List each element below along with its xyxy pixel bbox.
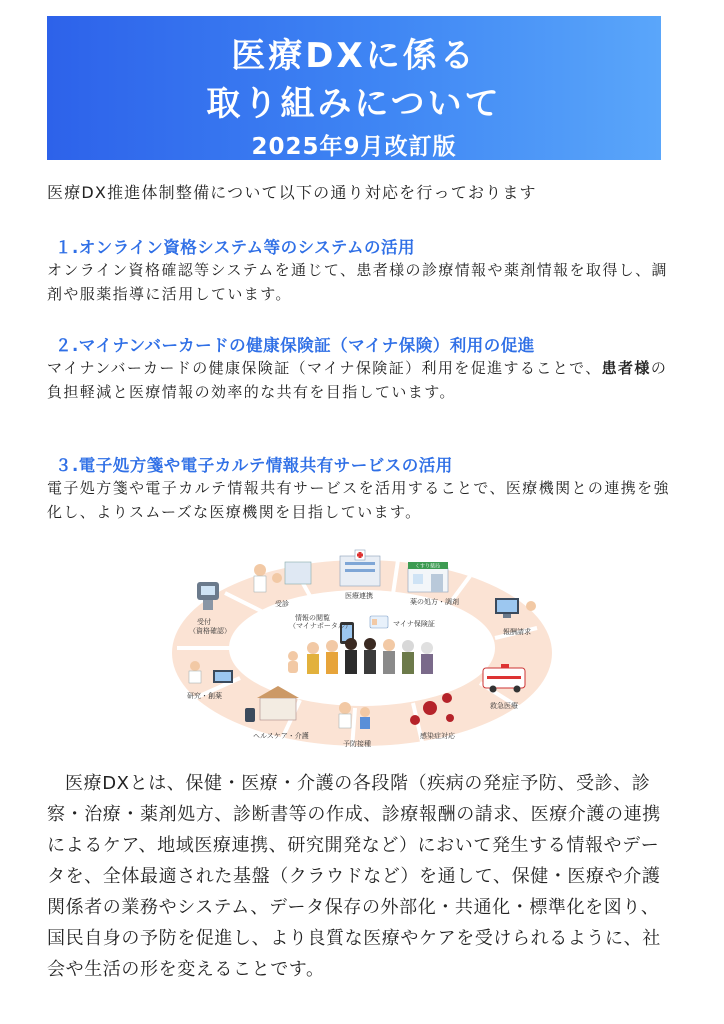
section-2-body: [47, 356, 672, 404]
hospital-icon: [340, 550, 380, 586]
label-shikaku: （資格確認）: [189, 627, 231, 635]
ambulance-icon: [483, 664, 525, 693]
section-2-body-bold: 患者様: [601, 359, 651, 377]
section-1-title: １.オンライン資格システム等のシステムの活用: [55, 238, 415, 257]
title-banner: [47, 16, 661, 160]
label-yakkyoku: 薬の処方・調剤: [410, 598, 459, 606]
section-2-body-pre: マイナンバーカードの健康保険証（マイナ保険証）利用を促進することで、: [47, 359, 602, 377]
label-kyukyu: 救急医療: [490, 702, 518, 710]
pharmacy-sign: くすり薬局: [415, 563, 441, 570]
label-kenkyu: 研究・創薬: [187, 692, 222, 700]
title-line-1: 医療DXに係る: [231, 36, 477, 76]
section-2-title: ２.マイナンバーカードの健康保険証（マイナ保険）利用の促進: [55, 336, 535, 355]
label-center-1: 情報の閲覧: [295, 614, 330, 622]
edition-label: 2025年9月改訂版: [251, 134, 457, 160]
dx-definition-paragraph: 医療DXとは、保健・医療・介護の各段階（疾病の発症予防、受診、診察・治療・薬剤処方、診断書等の作成、診療報酬の請求、医療介護の連携によるケア、地域医療連携、研究開発など）において発生する情報やデータを、全体最適された基盤（クラウドなど）を通して、保健・医療や介護関係者の業務やシステム、データ保存の外部化・共通化・標準化を図り、国民自身の予防を促進し、より良質な医療やケアを受けられるように、社会や生活の形を変えることです。: [47, 773, 661, 980]
section-3-title: ３.電子処方箋や電子カルテ情報共有サービスの活用: [55, 456, 453, 475]
intro-text: 医療DX推進体制整備について以下の通り対応を行っております: [47, 183, 537, 202]
inner-ellipse: [229, 590, 495, 706]
label-yobo: 予防接種: [343, 740, 371, 748]
label-uketsuke: 受付: [197, 618, 211, 626]
section-1-body: オンライン資格確認等システムを通じて、患者様の診療情報や薬剤情報を取得し、調剤や服薬指導に活用しています。: [47, 261, 668, 303]
label-jushin: 受診: [275, 600, 289, 608]
label-seikyu: 報酬請求: [503, 628, 531, 636]
pharmacy-icon: [408, 562, 448, 592]
label-renkei: 医療連携: [345, 592, 373, 600]
section-3-body: 電子処方箋や電子カルテ情報共有サービスを活用することで、医療機関との連携を強化し、よりスムーズな医療機関を目指しています。: [47, 479, 670, 521]
medical-dx-cycle-illustration: [165, 548, 560, 753]
label-health: ヘルスケア・介護: [253, 732, 309, 740]
label-center-3: マイナ保険証: [393, 620, 435, 628]
section-2-body-post: の負担軽減と医療情報の効率的な共有を目指しています。: [47, 359, 668, 401]
label-center-2: （マイナポータル）: [289, 622, 352, 630]
label-kansen: 感染症対応: [420, 732, 455, 740]
title-line-2: 取り組みについて: [206, 84, 502, 124]
mynumber-card-icon: [370, 616, 388, 628]
